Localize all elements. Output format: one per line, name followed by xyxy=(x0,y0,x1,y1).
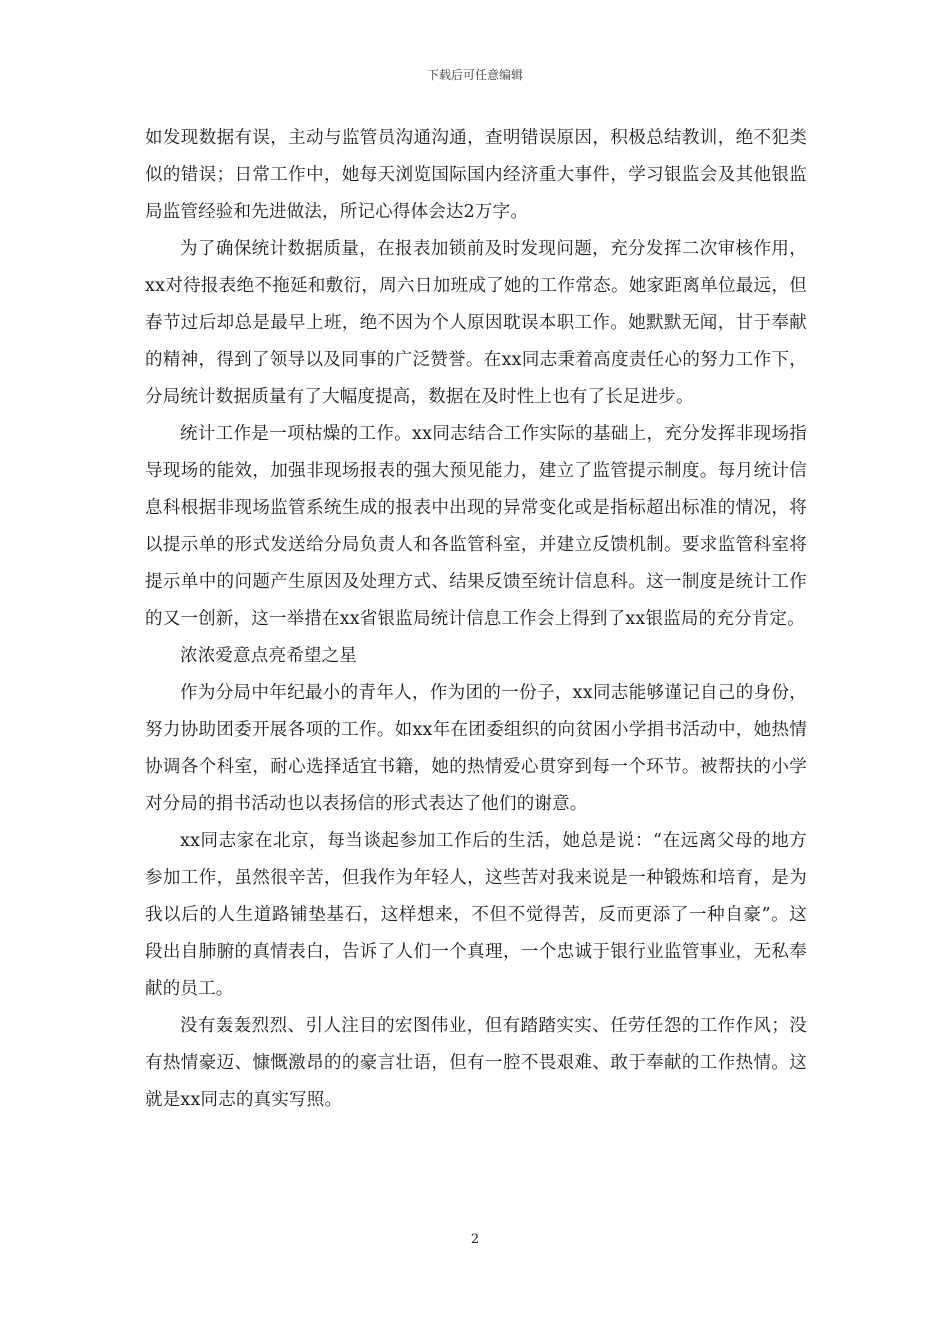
page-header: 下载后可任意编辑 xyxy=(426,68,523,82)
paragraph: 没有轰轰烈烈、引人注目的宏图伟业，但有踏踏实实、任劳任怨的工作作风；没有热情豪迈、慷慨激昂的的豪言壮语，但有一腔不畏艰难、敢于奉献的工作热情。这就是xx同志的真实写照。 xyxy=(145,1016,807,1110)
paragraph: 作为分局中年纪最小的青年人，作为团的一份子，xx同志能够谨记自己的身份，努力协助团委开展各项的工作。如xx年在团委组织的向贫困小学捐书活动中，她热情协调各个科室，耐心选择适宜书籍，她的热情爱心贯穿到每一个环节。被帮扶的小学对分局的捐书活动也以表扬信的形式表达了他们的谢意。 xyxy=(145,683,807,814)
paragraph: 如发现数据有误，主动与监管员沟通沟通，查明错误原因，积极总结教训，绝不犯类似的错误；日常工作中，她每天浏览国际国内经济重大事件，学习银监会及其他银监局监管经验和先进做法，所记心得体会达2万字。 xyxy=(145,128,807,222)
section-heading: 浓浓爱意点亮希望之星 xyxy=(180,646,357,666)
paragraph: xx同志家在北京，每当谈起参加工作后的生活，她总是说：“在远离父母的地方参加工作，虽然很辛苦，但我作为年轻人，这些苦对我来说是一种锻炼和培育，是为我以后的人生道路铺垫基石，这样想来，不但不觉得苦，反而更添了一种自豪”。这段出自肺腑的真情表白，告诉了人们一个真理，一个忠诚于银行业监管事业，无私奉献的员工。 xyxy=(145,831,807,999)
paragraph: 为了确保统计数据质量，在报表加锁前及时发现问题，充分发挥二次审核作用，xx对待报表绝不拖延和敷衍，周六日加班成了她的工作常态。她家距离单位最远，但春节过后却总是最早上班，绝不因为个人原因耽误本职工作。她默默无闻，甘于奉献的精神，得到了领导以及同事的广泛赞誉。在xx同志秉着高度责任心的努力工作下，分局统计数据质量有了大幅度提高，数据在及时性上也有了长足进步。 xyxy=(145,239,807,407)
document-body xyxy=(145,120,807,1119)
page-number: 2 xyxy=(470,1232,480,1247)
paragraph: 统计工作是一项枯燥的工作。xx同志结合工作实际的基础上，充分发挥非现场指导现场的能效，加强非现场报表的强大预见能力，建立了监管提示制度。每月统计信息科根据非现场监管系统生成的报表中出现的异常变化或是指标超出标准的情况，将以提示单的形式发送给分局负责人和各监管科室，并建立反馈机制。要求监管科室将提示单中的问题产生原因及处理方式、结果反馈至统计信息科。这一制度是统计工作的又一创新，这一举措在xx省银监局统计信息工作会上得到了xx银监局的充分肯定。 xyxy=(145,424,807,629)
